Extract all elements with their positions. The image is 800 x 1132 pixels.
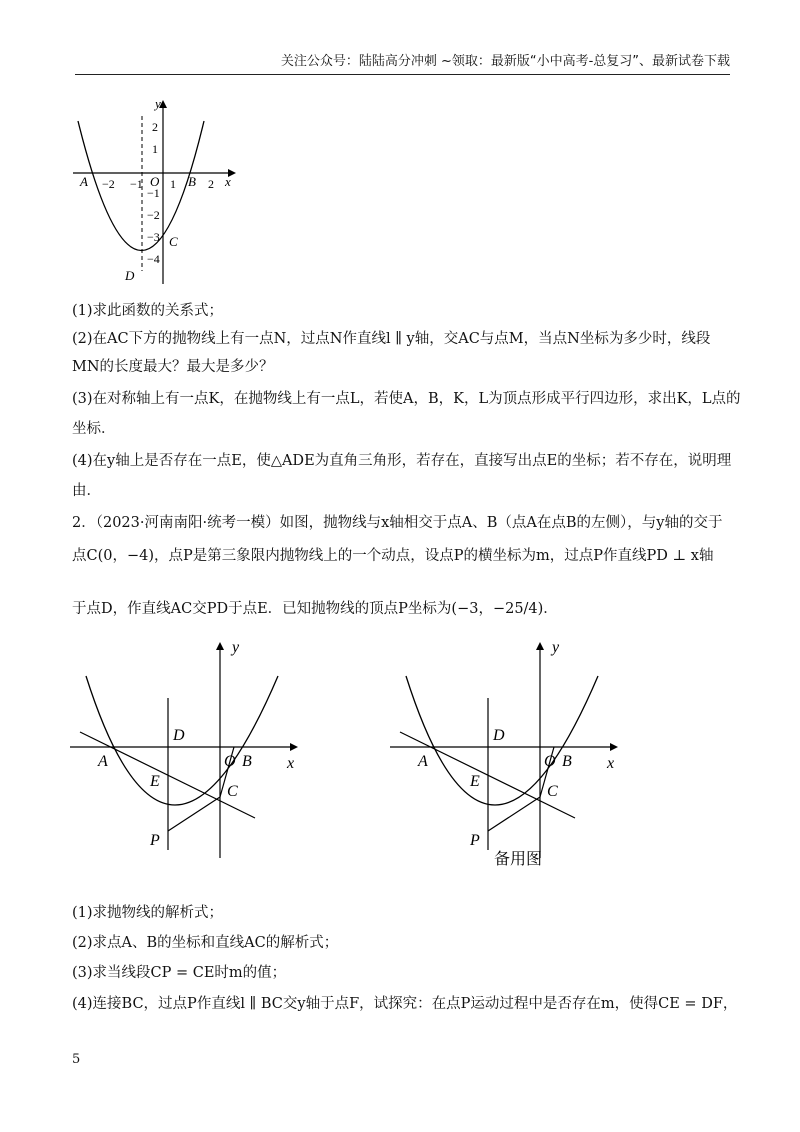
q1-part2: (2)在AC下方的抛物线上有一点N，过点N作直线l ∥ y轴，交AC与点M，当点N坐标为多少时，线段 [72, 331, 711, 347]
q1-part2-cont: MN的长度最大？最大是多少？ [72, 359, 274, 375]
q1-part1: (1)求此函数的关系式； [72, 303, 224, 319]
q2-intro-2: 点C(0，−4)，点P是第三象限内抛物线上的一个动点，设点P的横坐标为m，过点P作直线PD ⊥ x轴 [72, 548, 714, 564]
fig1-xtick: −1 [130, 177, 143, 191]
figure-3-backup [390, 638, 630, 878]
figure-1-parabola [68, 96, 248, 286]
q2-part2: (2)求点A、B的坐标和直线AC的解析式； [72, 935, 339, 951]
fig2-point-d: D [173, 727, 185, 744]
fig3-point-c: C [547, 783, 558, 800]
fig2-point-p: P [150, 832, 160, 849]
fig3-origin: O [544, 753, 556, 770]
fig3-point-a: A [418, 753, 428, 770]
fig1-xtick: 2 [208, 177, 214, 191]
q1-part4: (4)在y轴上是否存在一点E，使△ADE为直角三角形，若存在，直接写出点E的坐标；若不存在，说明理 [72, 453, 732, 469]
fig3-point-b: B [562, 753, 572, 770]
fig2-y-label: y [232, 639, 240, 656]
fig1-origin: O [150, 174, 160, 189]
fig2-point-a: A [98, 753, 108, 770]
page-header: 关注公众号：陆陆高分冲刺 ~领取：最新版“小中高考-总复习”、最新试卷下载 [75, 52, 730, 75]
fig1-ytick: 1 [152, 142, 158, 156]
fig3-x-label: x [607, 755, 615, 772]
fig1-y-label: y [155, 96, 161, 111]
fig3-point-e: E [470, 773, 480, 790]
fig1-point-b: B [188, 174, 196, 189]
q2-part1: (1)求抛物线的解析式； [72, 905, 224, 921]
fig3-point-d: D [493, 727, 505, 744]
fig1-point-d: D [125, 268, 135, 283]
fig1-ytick: −3 [147, 230, 160, 244]
q1-part3: (3)在对称轴上有一点K，在抛物线上有一点L，若使A，B，K，L为顶点形成平行四边形，求出K，L点的 [72, 391, 741, 407]
fig2-origin: O [224, 753, 236, 770]
q2-part4: (4)连接BC，过点P作直线l ∥ BC交y轴于点F，试探究：在点P运动过程中是否存在m，使得CE = DF， [72, 996, 738, 1012]
q2-intro: 2．（2023·河南南阳·统考一模）如图，抛物线与x轴相交于点A、B（点A在点B的左侧），与y轴的交于 [72, 515, 723, 531]
fig2-point-c: C [227, 783, 238, 800]
fig3-y-label: y [552, 639, 560, 656]
fig1-ytick: 2 [152, 120, 158, 134]
fig1-x-label: x [225, 174, 231, 189]
fig1-point-a: A [80, 174, 88, 189]
fig1-xtick: −2 [102, 177, 115, 191]
figure-2-parabola [70, 638, 310, 858]
q2-part3: (3)求当线段CP = CE时m的值； [72, 965, 287, 981]
page-number: 5 [72, 1052, 81, 1067]
fig1-ytick: −4 [147, 252, 160, 266]
fig2-point-e: E [150, 773, 160, 790]
fig2-point-b: B [242, 753, 252, 770]
fig1-point-c: C [169, 234, 178, 249]
fig1-ytick: −1 [147, 186, 160, 200]
q1-part4-cont: 由． [72, 483, 101, 499]
q1-part3-cont: 坐标． [72, 421, 116, 437]
fig1-ytick: −2 [147, 208, 160, 222]
fig2-x-label: x [287, 755, 295, 772]
fig3-point-p: P [470, 832, 480, 849]
fig1-xtick: 1 [170, 177, 176, 191]
q2-intro-3: 于点D，作直线AC交PD于点E．已知抛物线的顶点P坐标为(−3，−25/4)． [72, 601, 558, 617]
fig3-caption: 备用图 [494, 851, 543, 868]
